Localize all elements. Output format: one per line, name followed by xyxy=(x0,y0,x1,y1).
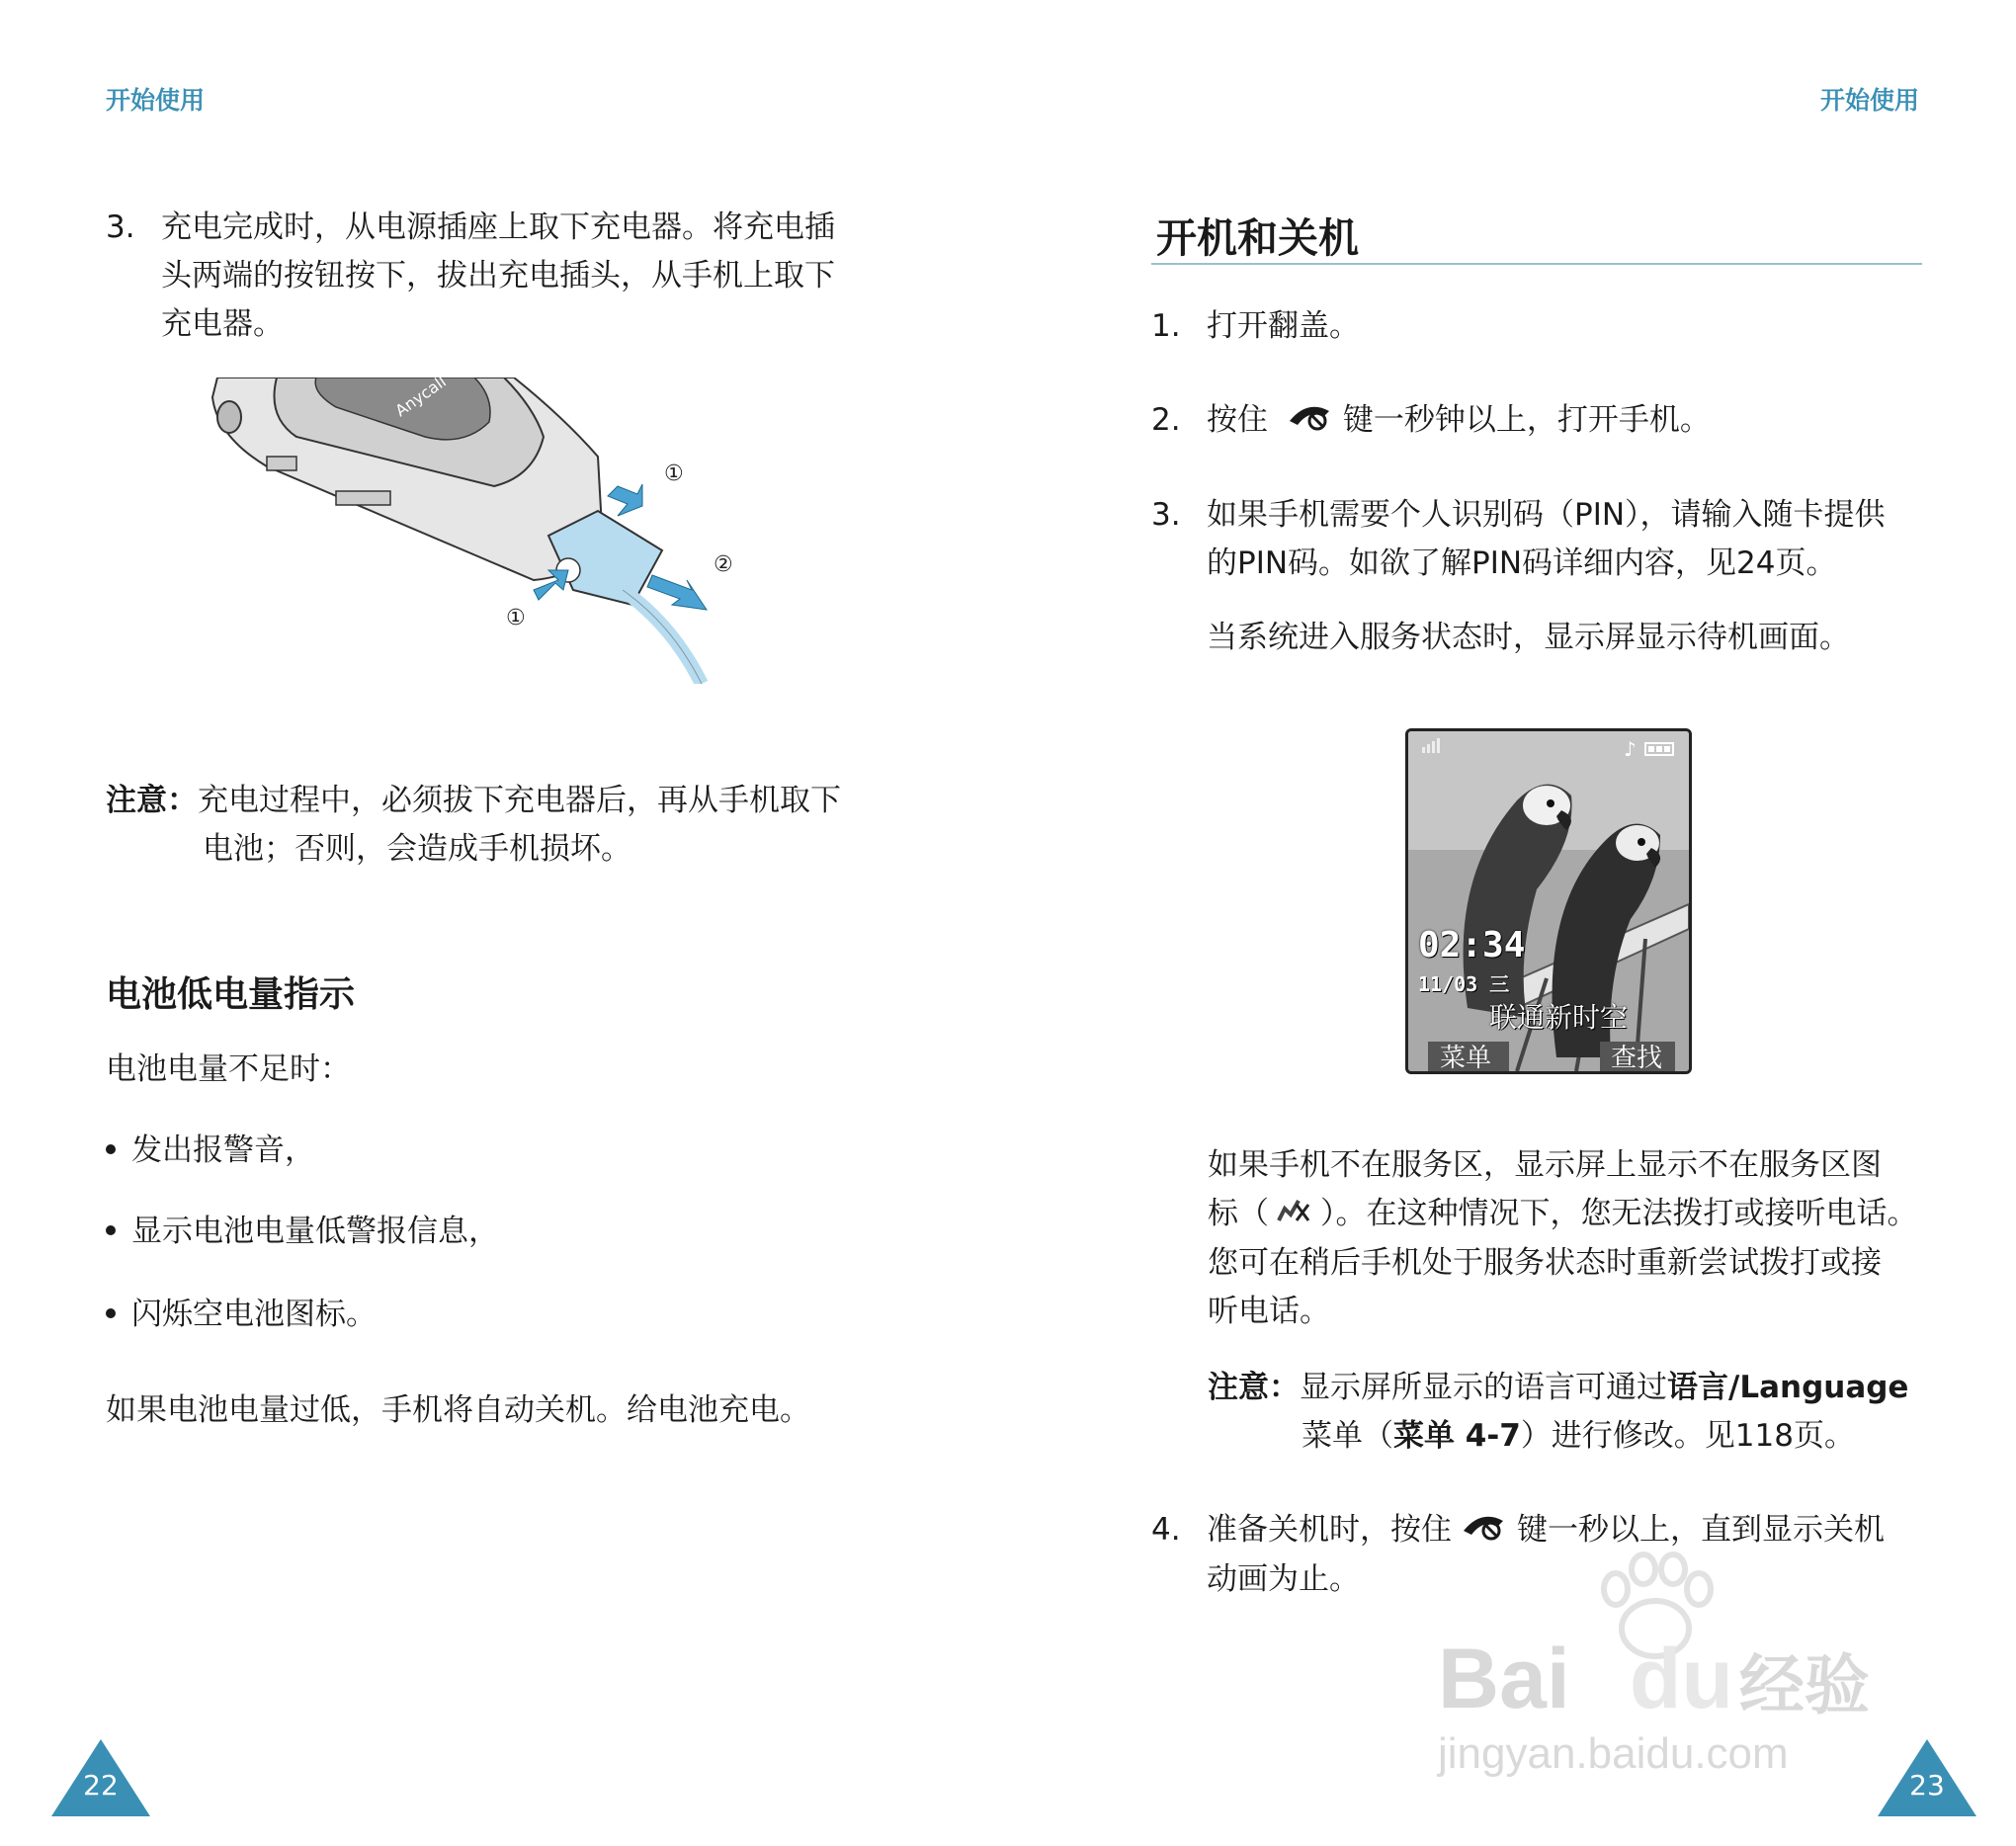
bullet-dot xyxy=(106,1144,116,1154)
power-end-key-icon xyxy=(1462,1507,1507,1555)
callout-1b: ① xyxy=(506,606,526,630)
left-running-header: 开始使用 xyxy=(106,86,206,115)
no-service-paragraph xyxy=(1208,1141,1918,1336)
step-text: 准备关机时，按住 xyxy=(1207,1512,1452,1548)
operator-name: 联通新时空 xyxy=(1489,1001,1629,1034)
no-service-icon xyxy=(1275,1191,1314,1239)
left-step-3 xyxy=(106,204,835,349)
page-number-right: 23 xyxy=(1909,1769,1945,1802)
watermark-url: jingyan.baidu.com xyxy=(1438,1729,1789,1778)
bullet-text: 发出报警音， xyxy=(131,1133,315,1168)
step-number: 4. xyxy=(1151,1512,1181,1548)
right-note xyxy=(1208,1364,1908,1461)
title-rule xyxy=(1151,263,1922,265)
note-text: 显示屏所显示的语言可通过 xyxy=(1300,1370,1667,1405)
product-name: 经验 xyxy=(1738,1648,1870,1721)
weekday-text: 三 xyxy=(1489,972,1510,996)
note-label: 注意： xyxy=(1208,1370,1300,1405)
baidu-watermark xyxy=(1438,1552,1912,1779)
note-text: ）进行修改。见118页。 xyxy=(1520,1418,1855,1454)
page-number-left: 22 xyxy=(83,1769,119,1802)
line-text: 标（ xyxy=(1208,1196,1269,1231)
step-text-line: 充电器。 xyxy=(161,306,284,342)
date-text: 11/03 xyxy=(1418,972,1478,996)
section-title-power: 开机和关机 xyxy=(1156,214,1359,262)
paragraph-line: 如果手机不在服务区，显示屏上显示不在服务区图 xyxy=(1208,1147,1882,1183)
power-end-key-icon xyxy=(1288,397,1333,446)
phone-standby-screen xyxy=(1405,728,1692,1074)
right-step-1 xyxy=(1151,302,1360,351)
callout-2: ② xyxy=(714,552,733,577)
step-sub-text: 当系统进入服务状态时，显示屏显示待机画面。 xyxy=(1207,620,1850,655)
softkey-search[interactable]: 查找 xyxy=(1611,1044,1663,1073)
bullet-item xyxy=(106,1127,315,1175)
softkey-menu[interactable]: 菜单 xyxy=(1440,1044,1492,1073)
charger-illustration xyxy=(208,378,761,684)
bullet-text: 闪烁空电池图标。 xyxy=(131,1297,377,1332)
right-step-3 xyxy=(1151,491,1886,662)
step-text-line: 如果手机需要个人识别码（PIN），请输入随卡提供 xyxy=(1207,497,1886,533)
note-text-line: 充电过程中，必须拔下充电器后，再从手机取下 xyxy=(198,783,841,818)
watermark-brand xyxy=(1438,1631,1870,1728)
bullet-dot xyxy=(106,1225,116,1235)
brand-label: Anycall xyxy=(391,378,450,421)
step-text: 打开翻盖。 xyxy=(1207,308,1360,344)
bullet-item xyxy=(106,1291,377,1339)
step-text-line: 动画为止。 xyxy=(1207,1561,1360,1597)
section-title-low-battery: 电池低电量指示 xyxy=(106,974,356,1015)
right-running-header: 开始使用 xyxy=(1820,86,1920,115)
note-menu-name: 语言/Language xyxy=(1667,1370,1909,1405)
paragraph-line: 您可在稍后手机处于服务状态时重新尝试拨打或接 xyxy=(1208,1245,1882,1281)
step-text: 键一秒钟以上，打开手机。 xyxy=(1342,402,1711,438)
step-number: 3. xyxy=(106,210,135,245)
callout-1: ① xyxy=(664,462,684,486)
clock-date xyxy=(1418,968,1509,997)
bullet-item xyxy=(106,1208,499,1256)
paragraph-line: 听电话。 xyxy=(1208,1294,1330,1329)
note-menu-ref: 菜单 4-7 xyxy=(1393,1418,1521,1454)
step-number: 3. xyxy=(1151,497,1181,533)
note-label: 注意： xyxy=(106,783,198,818)
svg-text:♪: ♪ xyxy=(1624,737,1637,761)
step-text: 键一秒以上，直到显示关机 xyxy=(1517,1512,1885,1548)
bullet-text: 显示电池电量低警报信息， xyxy=(131,1214,499,1249)
line-text: ）。在这种情况下，您无法拨打或接听电话。 xyxy=(1320,1196,1918,1231)
low-battery-closing: 如果电池电量过低，手机将自动关机。给电池充电。 xyxy=(106,1392,810,1428)
brand-part: Bai xyxy=(1438,1632,1570,1726)
paragraph-line xyxy=(1208,1190,1918,1239)
left-note xyxy=(106,777,841,874)
step-text-line: 的PIN码。如欲了解PIN码详细内容，见24页。 xyxy=(1207,545,1837,581)
low-battery-intro: 电池电量不足时： xyxy=(106,1051,351,1087)
brand-part: du xyxy=(1629,1632,1733,1726)
bullet-dot xyxy=(106,1308,116,1318)
step-text: 按住 xyxy=(1207,402,1268,438)
step-text-line: 头两端的按钮按下，拔出充电插头，从手机上取下 xyxy=(161,258,835,294)
right-step-2 xyxy=(1151,396,1711,446)
note-text-line: 电池；否则，会造成手机损坏。 xyxy=(203,831,631,867)
step-text-line: 充电完成时，从电源插座上取下充电器。将充电插 xyxy=(161,210,835,245)
clock-time: 02:34 xyxy=(1418,925,1526,965)
step-number: 2. xyxy=(1151,402,1181,438)
step-number: 1. xyxy=(1151,308,1181,344)
note-text: 菜单（ xyxy=(1302,1418,1393,1454)
